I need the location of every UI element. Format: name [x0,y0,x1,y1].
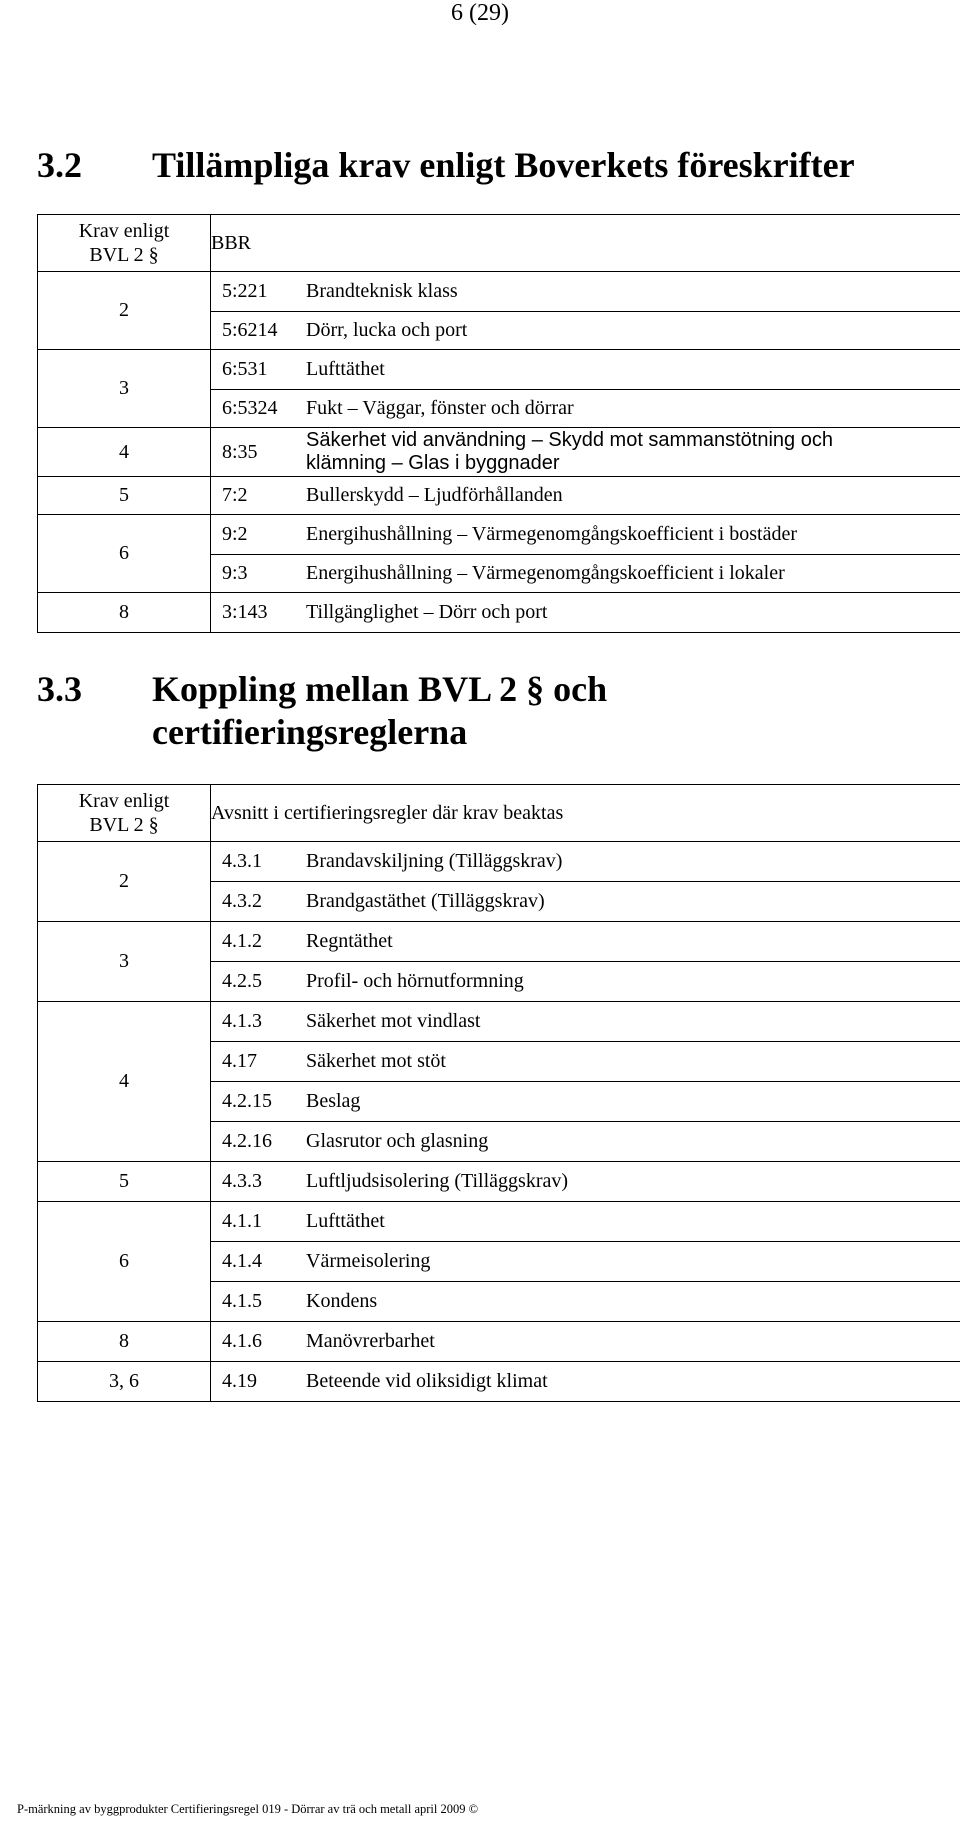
page-footer: P-märkning av byggprodukter Certifieringsregel 019 - Dörrar av trä och metall april 2009 © [17,1802,479,1816]
code: 4.1.5 [222,1290,262,1312]
description: Brandteknisk klass [306,280,458,302]
description: Fukt – Väggar, fönster och dörrar [306,397,574,419]
code: 4.1.3 [222,1010,262,1032]
table-row [38,593,960,633]
bvl-cell: 2 [38,842,211,922]
code: 4.2.16 [222,1130,272,1152]
bvl-cell: 3 [38,350,211,428]
description: Tillgänglighet – Dörr och port [306,601,548,623]
table-row [38,1322,960,1362]
table-row [38,477,960,515]
description: Säkerhet mot vindlast [306,1010,481,1032]
bvl-cell: 6 [38,515,211,593]
code: 4.3.2 [222,890,262,912]
table-row [38,515,960,555]
description [306,429,960,475]
requirement-cell [211,272,960,312]
requirement-cell [211,922,960,962]
bvl-cell: 6 [38,1202,211,1322]
table-row [38,842,960,882]
code: 5:6214 [222,319,278,341]
description: Värmeisolering [306,1250,431,1272]
header-bvl-line2: BVL 2 § [89,814,159,836]
code: 8:35 [222,440,258,463]
description-line1: Säkerhet vid användning – Skydd mot sammanstötning och [306,429,833,451]
description: Luftljudsisolering (Tilläggskrav) [306,1170,569,1192]
description: Manövrerbarhet [306,1330,435,1352]
bvl-cell: 3, 6 [38,1362,211,1402]
requirement-cell [211,1082,960,1122]
bvl-cell: 4 [38,428,211,477]
code: 7:2 [222,484,248,506]
description: Beteende vid oliksidigt klimat [306,1370,548,1392]
bvl-cell: 5 [38,477,211,515]
table-row [38,428,960,477]
code: 4.1.4 [222,1250,262,1272]
table-row [38,1362,960,1402]
requirement-cell [211,842,960,882]
header-bbr: BBR [211,215,960,272]
table-row [38,1202,960,1242]
requirement-cell [211,593,960,633]
requirements-table-certification [37,784,960,1402]
header-section: Avsnitt i certifieringsregler där krav beaktas [211,785,960,842]
requirement-cell [211,1242,960,1282]
page-number: 6 (29) [451,0,509,26]
requirement-cell [211,1202,960,1242]
description: Brandavskiljning (Tilläggskrav) [306,850,563,872]
table-header-row [38,785,960,842]
bvl-cell: 3 [38,922,211,1002]
table-row [38,272,960,312]
code: 4.3.3 [222,1170,262,1192]
description: Kondens [306,1290,378,1312]
section-number: 3.3 [37,669,82,709]
description: Glasrutor och glasning [306,1130,489,1152]
code: 9:3 [222,562,248,584]
code: 3:143 [222,601,268,623]
requirement-cell [211,312,960,350]
description: Lufttäthet [306,358,385,380]
section-title-line1: Koppling mellan BVL 2 § och [152,669,608,709]
description: Brandgastäthet (Tilläggskrav) [306,890,545,912]
header-bvl-line1: Krav enligt [78,790,170,812]
header-bvl [38,785,211,842]
section-title-line2: certifieringsreglerna [152,712,468,752]
code: 4.3.1 [222,850,262,872]
bvl-cell: 8 [38,593,211,633]
description-line2: klämning – Glas i byggnader [306,452,560,474]
header-bvl [38,215,211,272]
description: Beslag [306,1090,361,1112]
section-number: 3.2 [37,145,82,185]
section-title [152,668,607,754]
requirement-cell [211,477,960,515]
requirement-cell [211,962,960,1002]
code: 6:5324 [222,397,278,419]
requirement-cell [211,882,960,922]
requirement-cell [211,390,960,428]
code: 4.2.15 [222,1090,272,1112]
section-title: Tillämpliga krav enligt Boverkets föreskrifter [152,145,855,185]
bvl-cell: 5 [38,1162,211,1202]
table-row [38,922,960,962]
table-row [38,1002,960,1042]
description: Lufttäthet [306,1210,385,1232]
requirement-cell [211,1362,960,1402]
code: 9:2 [222,523,248,545]
description: Energihushållning – Värmegenomgångskoefficient i lokaler [306,562,785,584]
bvl-cell: 2 [38,272,211,350]
table-row [38,1162,960,1202]
description: Profil- och hörnutformning [306,970,524,992]
requirement-cell [211,1282,960,1322]
requirement-cell [211,1162,960,1202]
code: 4.1.6 [222,1330,262,1352]
code: 4.17 [222,1050,257,1072]
requirement-cell [211,555,960,593]
requirements-table-bbr [37,214,960,633]
bvl-cell: 8 [38,1322,211,1362]
description: Regntäthet [306,930,393,952]
description: Säkerhet mot stöt [306,1050,446,1072]
code: 4.19 [222,1370,257,1392]
header-bvl-line1: Krav enligt [78,220,170,242]
code: 5:221 [222,280,268,302]
requirement-cell [211,1122,960,1162]
description: Energihushållning – Värmegenomgångskoefficient i bostäder [306,523,797,545]
code: 4.1.1 [222,1210,262,1232]
header-bvl-line2: BVL 2 § [89,244,159,266]
table-row [38,350,960,390]
code: 4.2.5 [222,970,262,992]
requirement-cell [211,1042,960,1082]
requirement-cell [211,515,960,555]
table-header-row [38,215,960,272]
requirement-cell [211,428,960,477]
description: Dörr, lucka och port [306,319,468,341]
bvl-cell: 4 [38,1002,211,1162]
requirement-cell [211,1322,960,1362]
description: Bullerskydd – Ljudförhållanden [306,484,563,506]
code: 4.1.2 [222,930,262,952]
requirement-cell [211,350,960,390]
code: 6:531 [222,358,268,380]
requirement-cell [211,1002,960,1042]
